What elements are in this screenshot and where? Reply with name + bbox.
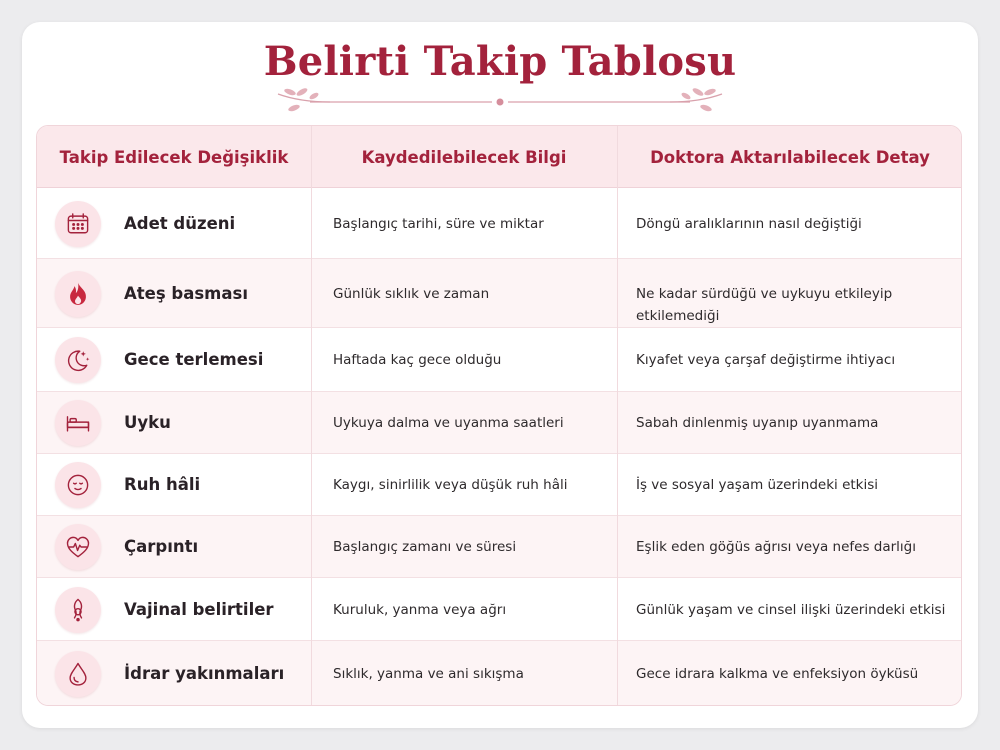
icon-badge [55, 524, 101, 570]
change-label: Vajinal belirtiler [124, 599, 274, 619]
detail-text: İş ve sosyal yaşam üzerindeki etkisi [636, 477, 879, 493]
table-row [37, 328, 962, 392]
table-row [37, 259, 962, 328]
table-header [37, 126, 962, 188]
change-label: Gece terlemesi [124, 350, 264, 369]
change-label: Çarpıntı [124, 537, 199, 556]
detail-text: Günlük yaşam ve cinsel ilişki üzerindeki etkisi [636, 601, 946, 618]
title-ornament [270, 84, 730, 114]
bed-icon [64, 409, 92, 437]
info-text: Başlangıç zamanı ve süresi [333, 539, 517, 555]
flame-icon [64, 280, 92, 308]
moon-stars-icon [64, 346, 92, 374]
icon-badge [55, 271, 101, 317]
detail-text: Kıyafet veya çarşaf değiştirme ihtiyacı [636, 352, 896, 368]
detail-text: Gece idrara kalkma ve enfeksiyon öyküsü [636, 666, 919, 682]
info-text: Sıklık, yanma ve ani sıkışma [333, 666, 524, 682]
icon-badge [55, 201, 101, 247]
header-info: Kaydedilebilecek Bilgi [361, 147, 567, 167]
change-label: Uyku [124, 413, 171, 432]
header-detail: Doktora Aktarılabilecek Detay [650, 147, 930, 167]
info-text: Haftada kaç gece olduğu [333, 352, 502, 368]
icon-badge [55, 651, 101, 697]
heart-pulse-icon [64, 533, 92, 561]
info-text: Uykuya dalma ve uyanma saatleri [333, 415, 564, 431]
change-label: Ateş basması [124, 283, 248, 303]
column-divider [311, 126, 312, 706]
face-icon [64, 471, 92, 499]
detail-text: Eşlik eden göğüs ağrısı veya nefes darlığı [636, 539, 917, 555]
symptom-table [36, 125, 962, 706]
icon-badge [55, 462, 101, 508]
info-text: Günlük sıklık ve zaman [333, 285, 490, 302]
pelvic-icon [64, 596, 92, 624]
info-text: Başlangıç tarihi, süre ve miktar [333, 215, 544, 232]
detail-text: Ne kadar sürdüğü ve uykuyu etkileyip etkilemediği [636, 285, 893, 324]
icon-badge [55, 337, 101, 383]
table-row [37, 578, 962, 641]
info-text: Kuruluk, yanma veya ağrı [333, 601, 507, 618]
info-text: Kaygı, sinirlilik veya düşük ruh hâli [333, 477, 568, 493]
calendar-icon [64, 210, 92, 238]
change-label: Ruh hâli [124, 475, 201, 494]
table-row [37, 392, 962, 454]
icon-badge [55, 587, 101, 633]
table-row [37, 188, 962, 259]
detail-text: Sabah dinlenmiş uyanıp uyanmama [636, 415, 879, 431]
change-label: İdrar yakınmaları [124, 664, 285, 683]
detail-text: Döngü aralıklarının nasıl değiştiği [636, 215, 862, 232]
change-label: Adet düzeni [124, 213, 236, 233]
table-row [37, 454, 962, 516]
table-row [37, 516, 962, 578]
droplet-icon [64, 660, 92, 688]
icon-badge [55, 400, 101, 446]
column-divider [617, 126, 618, 706]
header-change: Takip Edilecek Değişiklik [59, 147, 289, 167]
page-title: Belirti Takip Tablosu [263, 38, 737, 85]
table-row [37, 641, 962, 706]
